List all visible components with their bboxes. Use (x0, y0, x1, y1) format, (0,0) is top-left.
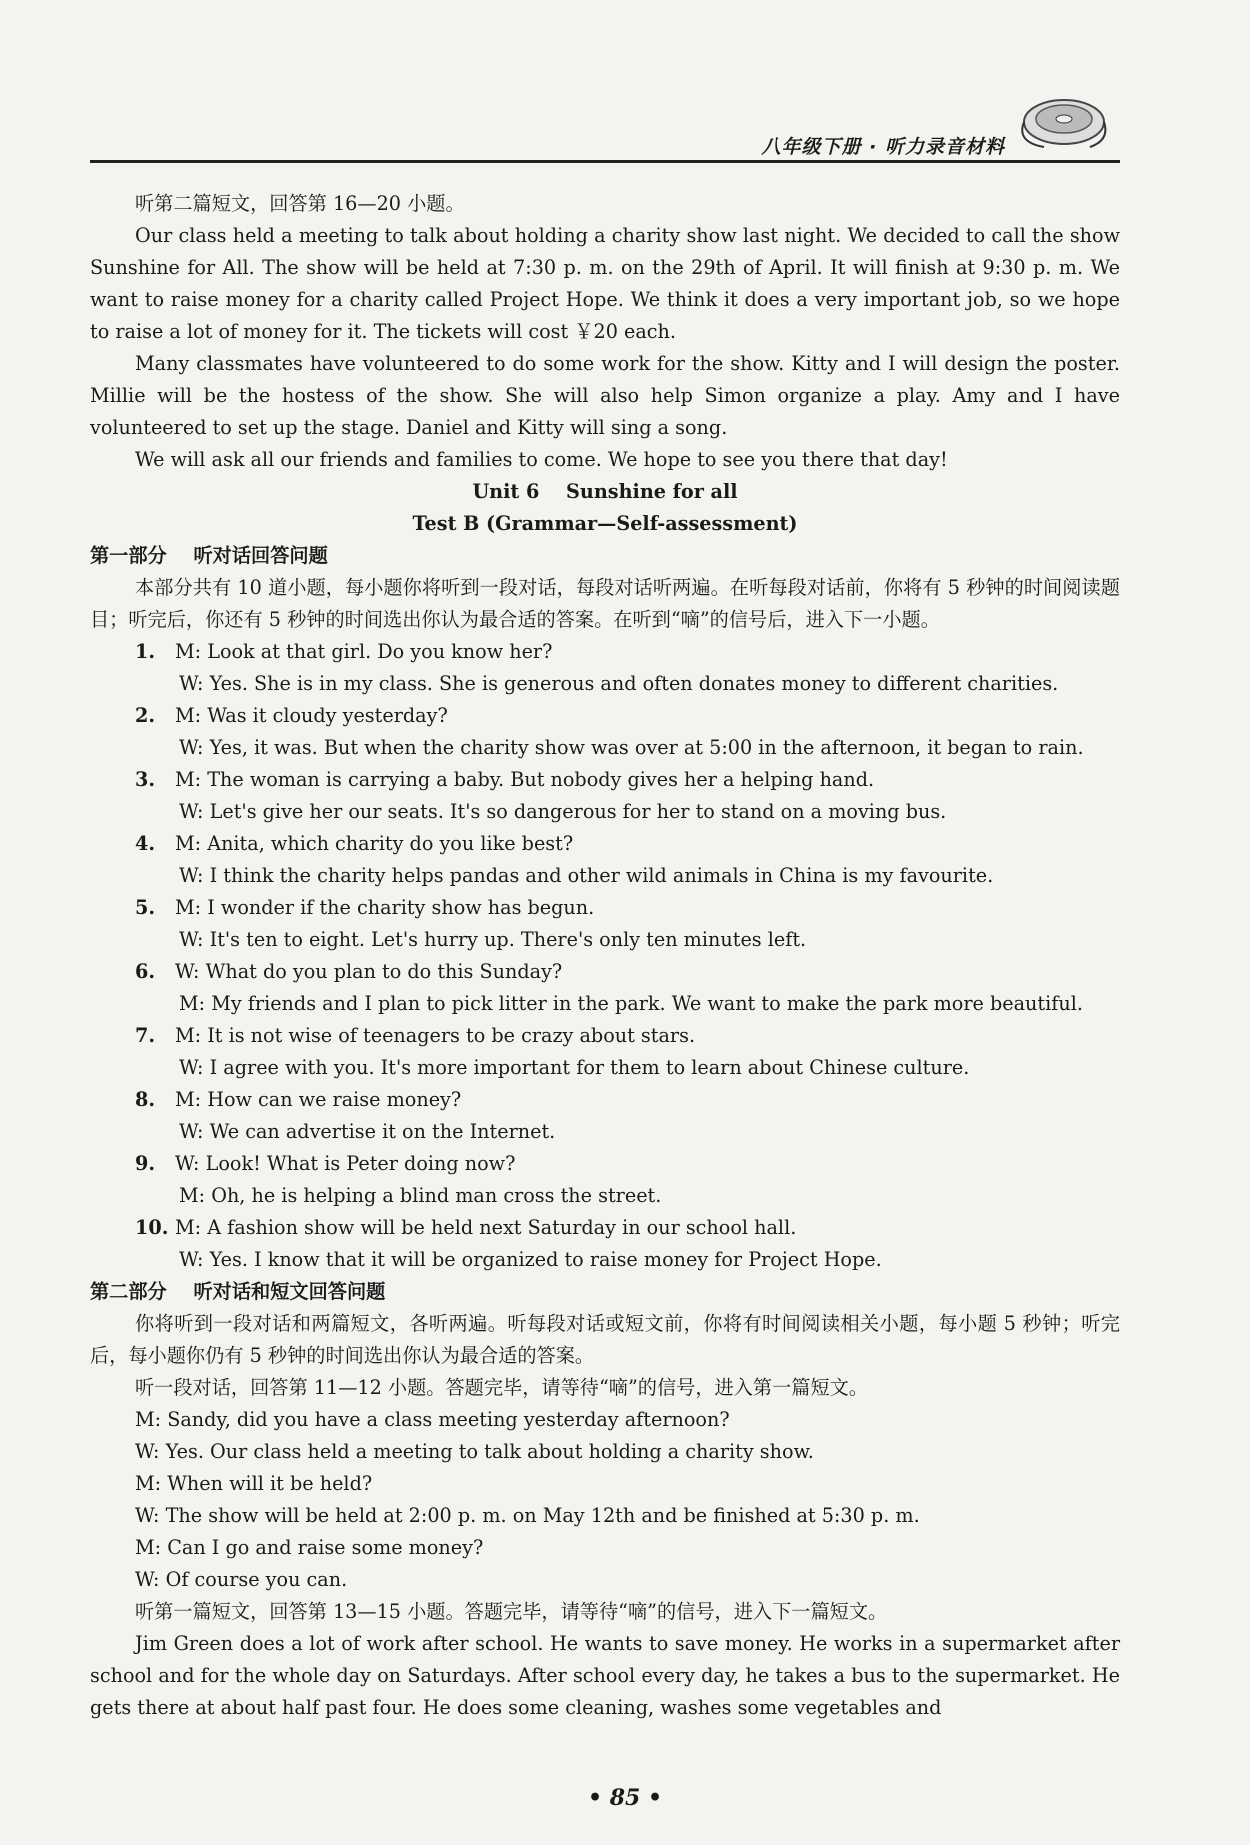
answer-line (90, 860, 1120, 892)
passage2-para-1: Our class held a meeting to talk about holding a charity show last night. We decided to call the show Sunshine for All. The show will be held at 7:30 p. m. on the 29th of April. It will finish at 9:30 p. m. We want to raise money for a charity called Project Hope. We think it does a very important job, so we hope to raise a lot of money for it. The tickets will cost ￥20 each. (90, 224, 1120, 343)
part1-instructions: 本部分共有 10 道小题，每小题你将听到一段对话，每段对话听两遍。在听每段对话前，你将有 5 秒钟的时间阅读题目；听完后，你还有 5 秒钟的时间选出你认为最合适的答案。在听到“嘀”的信号后，进入下一小题。 (90, 576, 1120, 631)
page-header (90, 120, 1120, 163)
page-content (90, 188, 1120, 1724)
question-speaker-line: M: How can we raise money? (175, 1088, 462, 1111)
answer-line (90, 1116, 1120, 1148)
answer-line (90, 1052, 1120, 1084)
passage2-intro: 听第二篇短文，回答第 16—20 小题。 (135, 192, 465, 215)
question-speaker-line: M: The woman is carrying a baby. But nobody gives her a helping hand. (175, 768, 875, 791)
question-number: 5. (135, 896, 156, 919)
cd-player-icon (1014, 92, 1110, 152)
question-speaker-line: M: A fashion show will be held next Saturday in our school hall. (175, 1216, 797, 1239)
answer-speaker-line: W: It's ten to eight. Let's hurry up. There's only ten minutes left. (179, 928, 807, 951)
question-line (90, 828, 1120, 860)
question-speaker-line: M: Anita, which charity do you like best? (175, 832, 574, 855)
passage1-intro: 听第一篇短文，回答第 13—15 小题。答题完毕，请等待“嘀”的信号，进入下一篇短文。 (135, 1600, 888, 1623)
dialogue-intro: 听一段对话，回答第 11—12 小题。答题完毕，请等待“嘀”的信号，进入第一篇短文。 (135, 1376, 869, 1399)
test-title: Test B (Grammar—Self-assessment) (412, 512, 798, 535)
answer-line (90, 924, 1120, 956)
question-line (90, 1084, 1120, 1116)
question-number: 9. (135, 1152, 156, 1175)
question-line (90, 956, 1120, 988)
question-speaker-line: M: It is not wise of teenagers to be crazy about stars. (175, 1024, 696, 1047)
dialogue-line: W: Of course you can. (135, 1568, 348, 1591)
question-speaker-line: W: Look! What is Peter doing now? (175, 1152, 516, 1175)
part2-instructions: 你将听到一段对话和两篇短文，各听两遍。听每段对话或短文前，你将有时间阅读相关小题，每小题 5 秒钟；听完后，每小题你仍有 5 秒钟的时间选出你认为最合适的答案。 (90, 1312, 1120, 1367)
part2-heading: 第二部分 听对话和短文回答问题 (90, 1280, 386, 1303)
dialogue-line: M: Can I go and raise some money? (135, 1536, 484, 1559)
answer-speaker-line: M: Oh, he is helping a blind man cross the street. (179, 1184, 662, 1207)
question-number: 1. (135, 640, 156, 663)
passage2-para-3: We will ask all our friends and families to come. We hope to see you there that day! (135, 448, 948, 471)
question-number: 3. (135, 768, 156, 791)
page-number: • 85 • (587, 1785, 663, 1811)
unit-title: Unit 6 Sunshine for all (472, 480, 738, 503)
answer-line (90, 796, 1120, 828)
question-list (90, 636, 1120, 1276)
answer-speaker-line: W: We can advertise it on the Internet. (179, 1120, 556, 1143)
answer-speaker-line: W: I think the charity helps pandas and other wild animals in China is my favourite. (179, 864, 994, 887)
dialogue-line: M: When will it be held? (135, 1472, 373, 1495)
question-number: 6. (135, 960, 156, 983)
answer-line (90, 732, 1120, 764)
question-speaker-line: W: What do you plan to do this Sunday? (175, 960, 563, 983)
answer-speaker-line: W: Let's give her our seats. It's so dangerous for her to stand on a moving bus. (179, 800, 947, 823)
dialogue-line: W: The show will be held at 2:00 p. m. on May 12th and be finished at 5:30 p. m. (135, 1504, 920, 1527)
part1-heading: 第一部分 听对话回答问题 (90, 544, 328, 567)
question-line (90, 1020, 1120, 1052)
question-number: 7. (135, 1024, 156, 1047)
question-number: 2. (135, 704, 156, 727)
question-speaker-line: M: Look at that girl. Do you know her? (175, 640, 553, 663)
question-line (90, 1148, 1120, 1180)
question-number: 8. (135, 1088, 156, 1111)
answer-speaker-line: W: I agree with you. It's more important for them to learn about Chinese culture. (179, 1056, 970, 1079)
question-line (90, 1212, 1120, 1244)
question-number: 4. (135, 832, 156, 855)
question-number: 10. (135, 1216, 169, 1239)
question-line (90, 700, 1120, 732)
answer-speaker-line: M: My friends and I plan to pick litter in the park. We want to make the park more beautiful. (179, 992, 1083, 1015)
answer-speaker-line: W: Yes. I know that it will be organized to raise money for Project Hope. (179, 1248, 882, 1271)
question-speaker-line: M: I wonder if the charity show has begun. (175, 896, 595, 919)
answer-line (90, 1244, 1120, 1276)
dialogue-line: M: Sandy, did you have a class meeting yesterday afternoon? (135, 1408, 730, 1431)
answer-speaker-line: W: Yes, it was. But when the charity show was over at 5:00 in the afternoon, it began to rain. (179, 736, 1084, 759)
answer-line (90, 668, 1120, 700)
question-speaker-line: M: Was it cloudy yesterday? (175, 704, 448, 727)
answer-line (90, 1180, 1120, 1212)
header-title: 八年级下册 · 听力录音材料 (761, 136, 1005, 158)
answer-speaker-line: W: Yes. She is in my class. She is generous and often donates money to different charities. (179, 672, 1059, 695)
passage1-text: Jim Green does a lot of work after school. He wants to save money. He works in a supermarket after school and for the whole day on Saturdays. After school every day, he takes a bus to the supermarket. He gets there at about half past four. He does some cleaning, washes some vegetables and (90, 1632, 1120, 1719)
dialogue-line: W: Yes. Our class held a meeting to talk about holding a charity show. (135, 1440, 814, 1463)
question-line (90, 892, 1120, 924)
answer-line (90, 988, 1120, 1020)
question-line (90, 636, 1120, 668)
passage2-para-2: Many classmates have volunteered to do some work for the show. Kitty and I will design the poster. Millie will be the hostess of the show. She will also help Simon organize a play. Amy and I have volunteered to set up the stage. Daniel and Kitty will sing a song. (90, 352, 1120, 439)
question-line (90, 764, 1120, 796)
